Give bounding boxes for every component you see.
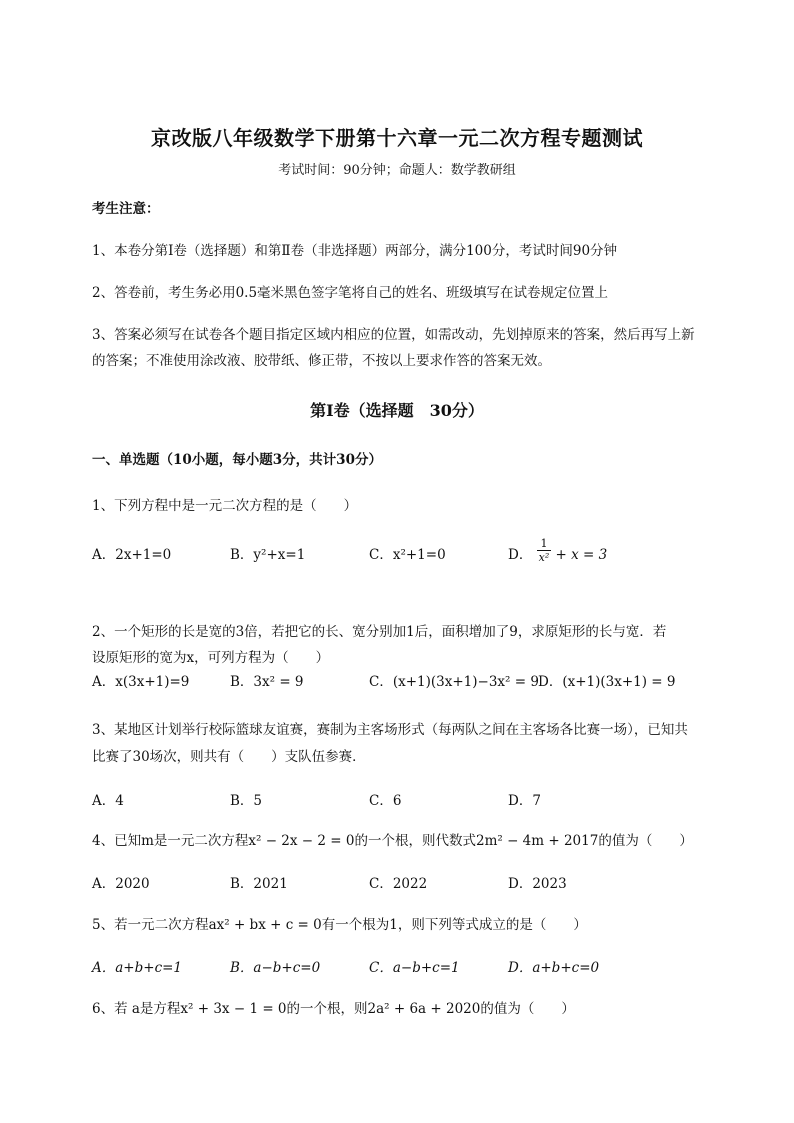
option-d[interactable]: [508, 537, 608, 564]
option-d-label: D．: [508, 547, 533, 563]
option-d[interactable]: D．2023: [508, 876, 567, 892]
fraction-numerator: 1: [537, 537, 552, 551]
option-c[interactable]: C．(x+1)(3x+1)−3x² = 9: [369, 674, 539, 690]
notice-item: 2、答卷前，考生务必用0.5毫米黑色签字笔将自己的姓名、班级填写在试卷规定位置上: [92, 285, 609, 301]
question-5-stem: 5、若一元二次方程ax² + bx + c = 0有一个根为1，则下列等式成立的是（ ）: [92, 917, 587, 933]
option-c[interactable]: C．2022: [369, 876, 428, 892]
option-c[interactable]: C．x²+1=0: [369, 547, 446, 563]
question-1-options: [92, 537, 732, 567]
exam-subtitle: 考试时间：90分钟；命题人：数学教研组: [278, 163, 516, 178]
question-4-stem: 4、已知m是一元二次方程x² − 2x − 2 = 0的一个根，则代数式2m² − 4m + 2017的值为（ ）: [92, 833, 693, 849]
option-b[interactable]: B．2021: [230, 876, 288, 892]
question-2-options: [92, 670, 732, 694]
option-a[interactable]: A．2020: [92, 876, 150, 892]
option-b[interactable]: B．y²+x=1: [230, 547, 306, 563]
fraction-denominator: x²: [538, 551, 550, 564]
question-4-options: [92, 872, 732, 896]
option-d[interactable]: D．7: [508, 793, 541, 809]
question-3-stem: 3、某地区计划举行校际篮球友谊赛，赛制为主客场形式（每两队之间在主客场各比赛一场），已知共: [92, 722, 688, 738]
option-b[interactable]: B．5: [230, 793, 263, 809]
question-1-stem: 1、下列方程中是一元二次方程的是（ ）: [92, 498, 358, 514]
question-6-stem: 6、若 a是方程x² + 3x − 1 = 0的一个根，则2a² + 6a + 2020的值为（ ）: [92, 1001, 575, 1017]
question-3-stem: 比赛了30场次，则共有（ ）支队伍参赛．: [92, 749, 366, 765]
question-2-stem: 2、一个矩形的长是宽的3倍，若把它的长、宽分别加1后，面积增加了9，求原矩形的长与宽．若: [92, 624, 667, 640]
exam-title: 京改版八年级数学下册第十六章一元二次方程专题测试: [151, 126, 643, 150]
option-a[interactable]: A．x(3x+1)=9: [92, 674, 190, 690]
part-heading: 一、单选题（10小题，每小题3分，共计30分）: [92, 452, 382, 468]
option-d-rest: + x = 3: [555, 547, 608, 563]
option-a[interactable]: A．4: [92, 793, 124, 809]
notice-heading: 考生注意：: [92, 201, 160, 217]
option-c[interactable]: C．a−b+c=1: [369, 960, 460, 976]
question-2-stem: 设原矩形的宽为x，可列方程为（ ）: [92, 650, 330, 666]
question-3-options: [92, 789, 732, 813]
question-5-options: [92, 956, 732, 980]
option-a[interactable]: A．a+b+c=1: [92, 960, 183, 976]
option-d-fraction: [537, 537, 552, 564]
notice-item: 1、本卷分第I卷（选择题）和第Ⅱ卷（非选择题）两部分，满分100分，考试时间90分钟: [92, 243, 618, 259]
section-title: 第I卷（选择题 30分）: [310, 401, 484, 420]
option-d[interactable]: D．(x+1)(3x+1) = 9: [538, 674, 676, 690]
option-c[interactable]: C．6: [369, 793, 402, 809]
option-d[interactable]: D．a+b+c=0: [508, 960, 600, 976]
option-a[interactable]: A．2x+1=0: [92, 547, 172, 563]
option-b[interactable]: B．a−b+c=0: [230, 960, 321, 976]
notice-item: 的答案；不准使用涂改液、胶带纸、修正带，不按以上要求作答的答案无效。: [92, 353, 551, 369]
notice-item: 3、答案必须写在试卷各个题目指定区域内相应的位置，如需改动，先划掉原来的答案，然后再写上新: [92, 327, 695, 343]
option-b[interactable]: B．3x² = 9: [230, 674, 304, 690]
